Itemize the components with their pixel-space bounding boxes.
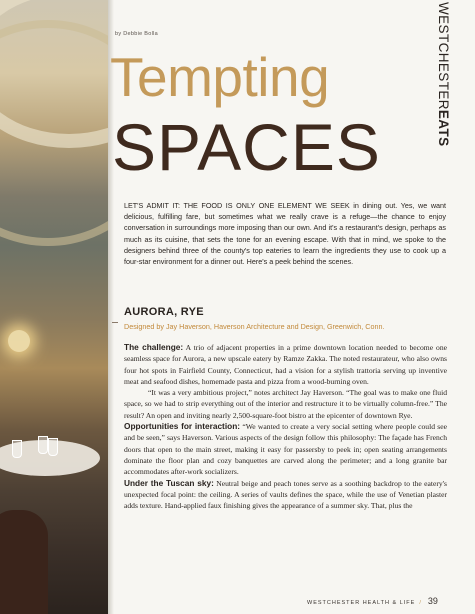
restaurant-photo bbox=[0, 0, 108, 614]
subhead: Under the Tuscan sky: bbox=[124, 477, 214, 488]
dash-marker bbox=[112, 322, 118, 323]
page-number: 39 bbox=[427, 596, 438, 606]
intro-paragraph: LET'S ADMIT IT: THE FOOD IS ONLY ONE ELEMENT WE SEEK in dining out. Yes, we want delicious, fulfilling fare, but sometimes what we really crave is a refuge—the chance to enjoy conversation in surroundings more imposing than our own. And it's a restaurant's design, perhaps as much as its cuisine, that sets the tone for an evening escape. With that in mind, we spoke to the designers behind three of the county's top eateries to learn the ingredients they use to cook up a four-star environment for a dinner out. Here's a peek behind the scenes. bbox=[124, 201, 446, 267]
paragraph-challenge bbox=[124, 342, 447, 387]
article-body bbox=[124, 342, 447, 511]
restaurant-heading: AURORA, RYE bbox=[124, 306, 204, 318]
section-tag-westchester: WESTCHESTER bbox=[436, 2, 451, 110]
paragraph-text: Neutral beige and peach tones serve as a soothing backdrop to the eatery's unexpected focal point: the ceiling. A series of vaults defines the space, while the use of Venetian plaster adds texture. Hand-applied faux finishing gives the appearance of a summer sky. That, plus the bbox=[124, 478, 447, 511]
paragraph-text: A trio of adjacent properties in a prime downtown location needed to become one seamless space for Aurora, a new upscale eatery by Ramze Zakka. The noted restaurateur, who also owns four hot spots in Fairfield County, Connecticut, had a vision for a stylish trattoria serving up inventive meat and seafood dishes, homemade pasta and pizza from a wood-burning oven. bbox=[124, 343, 447, 386]
title-tempting: Tempting bbox=[110, 46, 330, 108]
vault-curve bbox=[0, 20, 108, 246]
paragraph-tuscan bbox=[124, 478, 447, 512]
subhead: The challenge: bbox=[124, 342, 184, 352]
lamp-glow bbox=[8, 330, 30, 352]
paragraph-quote bbox=[124, 387, 447, 421]
wine-glass bbox=[12, 440, 22, 458]
subhead: Opportunities for interaction: bbox=[124, 421, 241, 432]
paragraph-text: “It was a very ambitious project,” notes architect Jay Haverson. “The goal was to make one fluid space, so we had to strip everything out of the interior and restructure it to be virtually column-free.” The result? An open and inviting nearly 2,500-square-foot bistro at the epicenter of downtown Rye. bbox=[124, 388, 447, 420]
section-tag bbox=[421, 2, 451, 147]
section-tag-eats: EATS bbox=[436, 109, 451, 147]
wine-glass bbox=[38, 436, 48, 454]
byline: by Debbie Bolla bbox=[115, 31, 159, 37]
dining-chair bbox=[0, 510, 48, 614]
footer-separator: / bbox=[419, 600, 422, 606]
magazine-name: WESTCHESTER HEALTH & LIFE bbox=[307, 600, 416, 606]
paragraph-text: “We wanted to create a very social setting where people could see and be seen,” says Haverson. Various aspects of the design follow this philosophy: The façade has French doors that open to the main street, making it easy for passersby to peek in; open seating arrangements dominate the floor plan and cozy banquettes are carved along the perimeter; and a long granite bar accommodates after-work socializers. bbox=[124, 422, 447, 477]
designer-credit: Designed by Jay Haverson, Haverson Architecture and Design, Greenwich, Conn. bbox=[124, 322, 385, 331]
paragraph-interaction bbox=[124, 421, 447, 477]
wine-glass bbox=[48, 438, 58, 456]
page-footer bbox=[307, 596, 438, 606]
title-spaces: SPACES bbox=[112, 110, 381, 184]
